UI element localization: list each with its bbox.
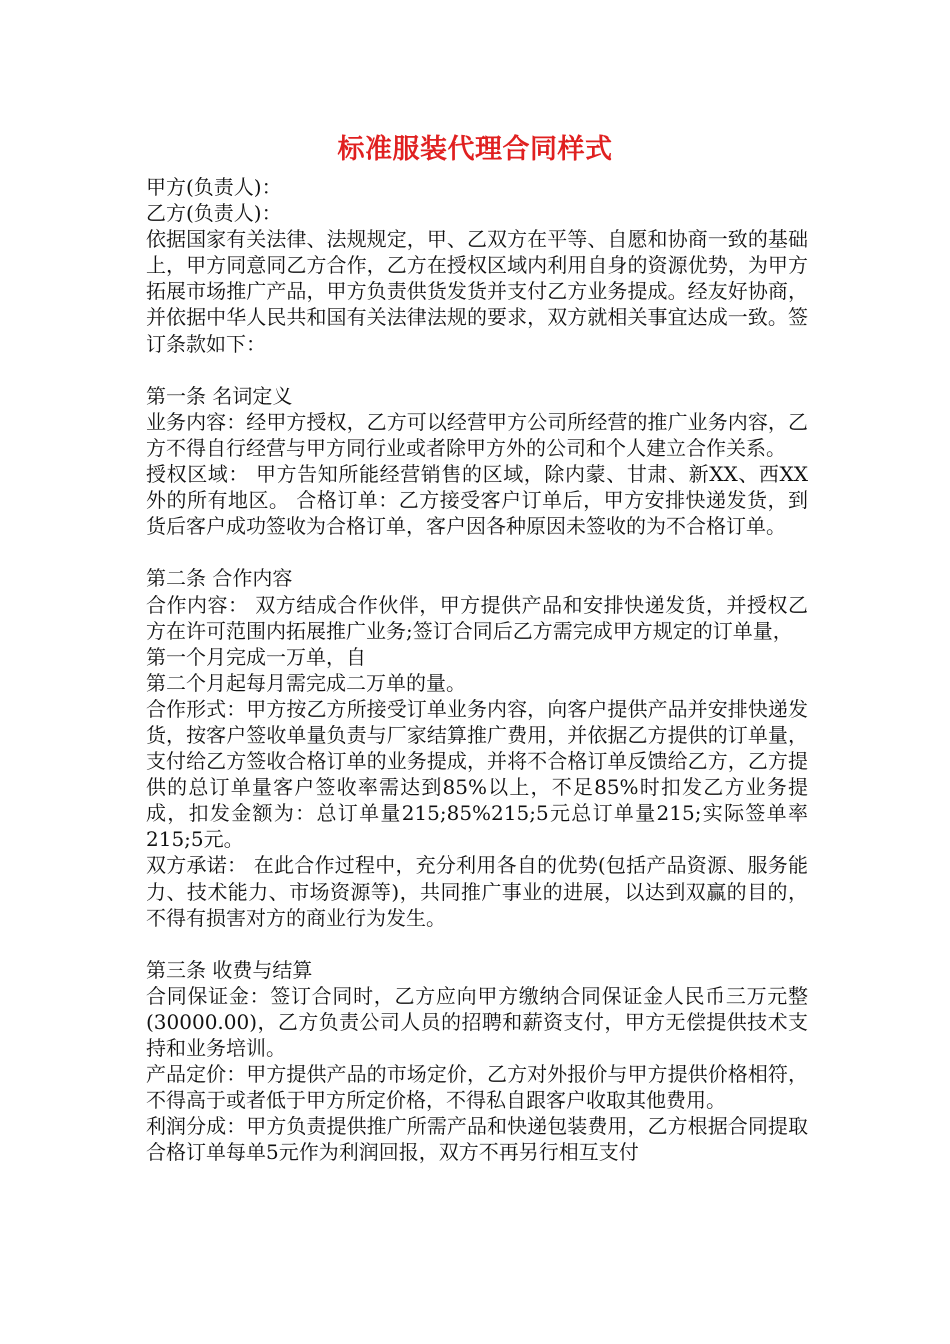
deposit-paragraph: 合同保证金：签订合同时，乙方应向甲方缴纳合同保证金人民币三万元整(30000.00)，乙方负责公司人员的招聘和薪资支付，甲方无偿提供技术支持和业务培训。 [146, 983, 808, 1061]
party-b-line: 乙方(负责人)： [146, 201, 282, 226]
second-month-line: 第二个月起每月需完成二万单的量。 [146, 670, 466, 695]
document-title: 标准服装代理合同样式 [337, 134, 613, 165]
article-3-heading: 第三条 收费与结算 [146, 957, 313, 982]
paragraph-gap [146, 931, 808, 957]
document-body [146, 174, 808, 1166]
mutual-commitment-paragraph: 双方承诺： 在此合作过程中，充分利用各自的优势(包括产品资源、服务能力、技术能力、市场资源等)，共同推广事业的进展，以达到双赢的目的，不得有损害对方的商业行为发生。 [146, 853, 808, 930]
cooperation-form-paragraph: 合作形式：甲方按乙方所接受订单业务内容，向客户提供产品并安排快递发货，按客户签收单量负责与厂家结算推广费用，并依据乙方提供的订单量，支付给乙方签收合格订单的业务提成，并将不合格订单反馈给乙方，乙方提供的总订单量客户签收率需达到85%以上，不足85%时扣发乙方业务提成，扣发金额为：总订单量215;85%215;5元总订单量215;实际签单率215;5元。 [146, 696, 808, 852]
paragraph-gap [146, 539, 808, 565]
paragraph-gap [146, 357, 808, 383]
authorized-area-paragraph: 授权区域： 甲方告知所能经营销售的区域，除内蒙、甘肃、新XX、西XX外的所有地区。 合格订单：乙方接受客户订单后，甲方安排快递发货，到货后客户成功签收为合格订单，客户因各种原因未签收的为不合格订单。 [146, 462, 808, 539]
business-content-paragraph: 业务内容：经甲方授权，乙方可以经营甲方公司所经营的推广业务内容，乙方不得自行经营与甲方同行业或者除甲方外的公司和个人建立合作关系。 [146, 409, 808, 460]
cooperation-content-paragraph: 合作内容： 双方结成合作伙伴，甲方提供产品和安排快递发货，并授权乙方在许可范围内拓展推广业务;签订合同后乙方需完成甲方规定的订单量， [146, 592, 808, 643]
article-2-heading: 第二条 合作内容 [146, 566, 293, 591]
preamble-paragraph: 依据国家有关法律、法规规定，甲、乙双方在平等、自愿和协商一致的基础上，甲方同意同乙方合作，乙方在授权区域内利用自身的资源优势，为甲方拓展市场推广产品，甲方负责供货发货并支付乙方业务提成。经友好协商，并依据中华人民共和国有关法律法规的要求，双方就相关事宜达成一致。签订条款如下： [146, 227, 808, 356]
article-1-heading: 第一条 名词定义 [146, 383, 293, 408]
first-month-line: 第一个月完成一万单，自 [146, 644, 366, 669]
profit-sharing-paragraph: 利润分成：甲方负责提供推广所需产品和快递包装费用，乙方根据合同提取合格订单每单5元作为利润回报，双方不再另行相互支付 [146, 1114, 808, 1165]
pricing-paragraph: 产品定价：甲方提供产品的市场定价，乙方对外报价与甲方提供价格相符，不得高于或者低于甲方所定价格，不得私自跟客户收取其他费用。 [146, 1062, 808, 1113]
party-a-line: 甲方(负责人)： [146, 175, 282, 199]
